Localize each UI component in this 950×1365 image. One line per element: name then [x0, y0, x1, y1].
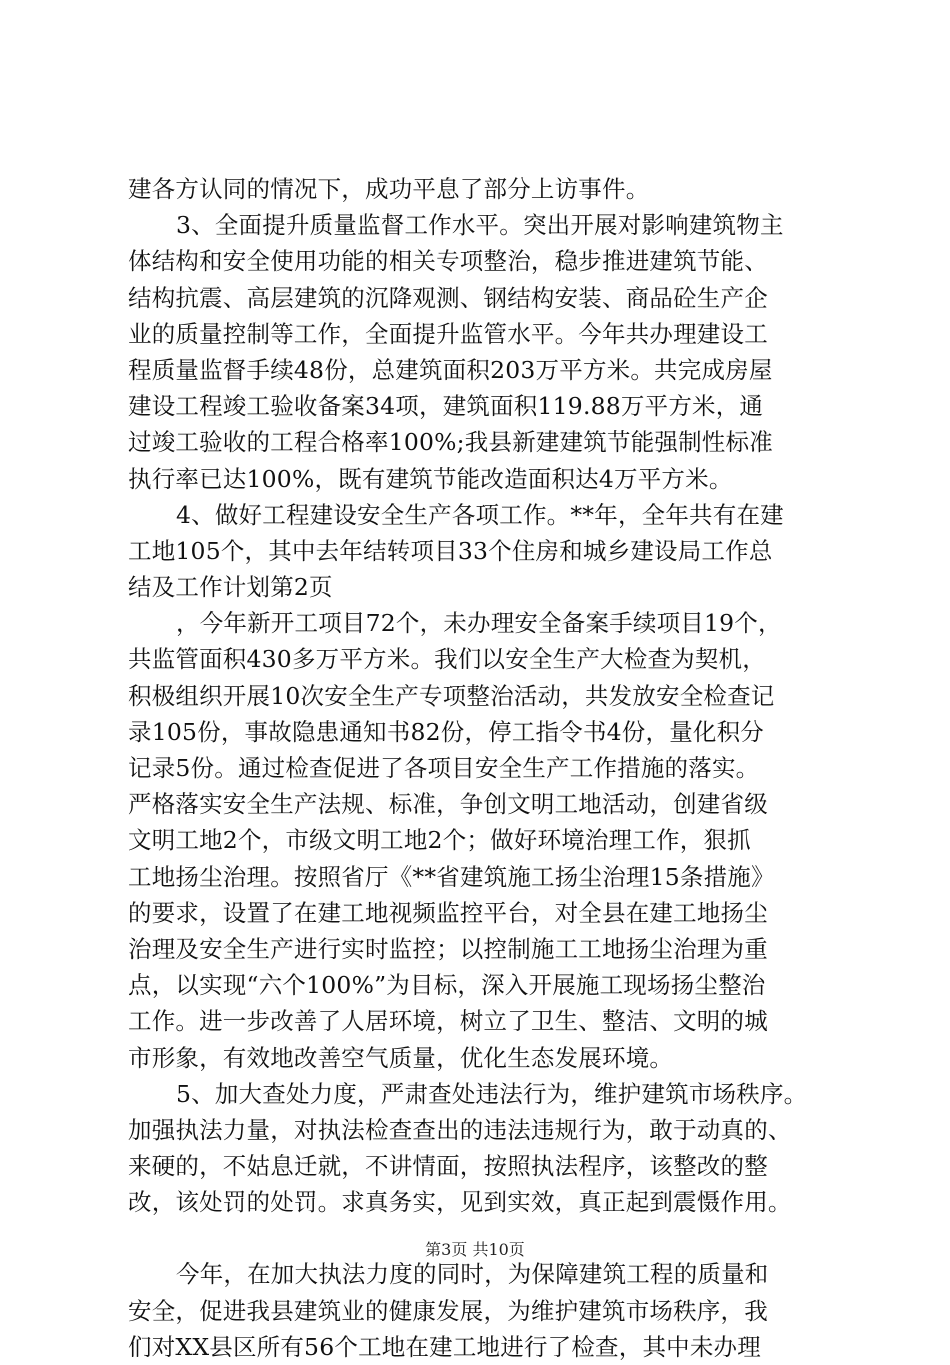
text-line: 积极组织开展10次安全生产专项整治活动，共发放安全检查记: [128, 681, 775, 710]
text-line: 过竣工验收的工程合格率100%;我县新建建筑节能强制性标准: [128, 428, 773, 457]
text-line: 加强执法力量，对执法检查查出的违法违规行为，敢于动真的、: [128, 1115, 792, 1144]
text-line: 记录5份。通过检查促进了各项目安全生产工作措施的落实。: [128, 754, 760, 782]
paragraph-continuation-start: ，今年新开工项目72个，未办理安全备案手续项目19个，: [176, 609, 782, 638]
text-line: 治理及安全生产进行实时监控；以控制施工工地扬尘治理为重: [128, 934, 768, 963]
text-line: 的要求，设置了在建工地视频监控平台，对全县在建工地扬尘: [128, 898, 768, 927]
text-line: 建设工程竣工验收备案34项，建筑面积119.88万平方米，通: [128, 392, 764, 421]
paragraph-3-start: 3、全面提升质量监督工作水平。突出开展对影响建筑物主: [176, 211, 784, 240]
text-line: 工地扬尘治理。按照省厅《**省建筑施工扬尘治理15条措施》: [128, 862, 775, 891]
paragraph-5-start: 5、加大查处力度，严肃查处违法行为，维护建筑市场秩序。: [176, 1079, 808, 1108]
text-line: 安全，促进我县建筑业的健康发展，为维护建筑市场秩序，我: [128, 1296, 768, 1325]
text-line: 程质量监督手续48份，总建筑面积203万平方米。共完成房屋: [128, 355, 773, 384]
text-line: 录105份，事故隐患通知书82份，停工指令书4份，量化积分: [128, 717, 765, 746]
text-line: 建各方认同的情况下，成功平息了部分上访事件。: [128, 175, 650, 203]
paragraph-4-start: 4、做好工程建设安全生产各项工作。**年，全年共有在建: [176, 500, 784, 529]
text-line: 业的质量控制等工作，全面提升监管水平。今年共办理建设工: [128, 319, 768, 348]
text-line: 执行率已达100%，既有建筑节能改造面积达4万平方米。: [128, 464, 733, 493]
text-line: 结及工作计划第2页: [128, 573, 333, 602]
page-footer: 第3页 共10页: [425, 1240, 525, 1259]
text-line: 共监管面积430多万平方米。我们以安全生产大检查为契机，: [128, 645, 766, 674]
text-line: 来硬的，不姑息迁就，不讲情面，按照执法程序，该整改的整: [128, 1152, 768, 1181]
paragraph-6-start: 今年，在加大执法力度的同时，为保障建筑工程的质量和: [176, 1260, 769, 1289]
text-line: 点，以实现“六个100%”为目标，深入开展施工现场扬尘整治: [128, 971, 766, 1000]
text-line: 严格落实安全生产法规、标准，争创文明工地活动，创建省级: [128, 790, 768, 819]
text-line: 们对XX县区所有56个工地在建工地进行了检查，其中未办理: [128, 1332, 761, 1361]
document-body: [128, 171, 850, 1365]
text-line: 工作。进一步改善了人居环境，树立了卫生、整洁、文明的城: [128, 1007, 768, 1036]
text-line: 改，该处罚的处罚。求真务实，见到实效，真正起到震慑作用。: [128, 1188, 792, 1217]
text-line: 体结构和安全使用功能的相关专项整治，稳步推进建筑节能、: [128, 247, 768, 276]
text-line: 工地105个，其中去年结转项目33个住房和城乡建设局工作总: [128, 536, 773, 565]
text-line: 市形象，有效地改善空气质量，优化生态发展环境。: [128, 1043, 674, 1072]
text-line: 结构抗震、高层建筑的沉降观测、钢结构安装、商品砼生产企: [128, 283, 768, 312]
text-line: 文明工地2个，市级文明工地2个；做好环境治理工作，狠抓: [128, 826, 751, 855]
